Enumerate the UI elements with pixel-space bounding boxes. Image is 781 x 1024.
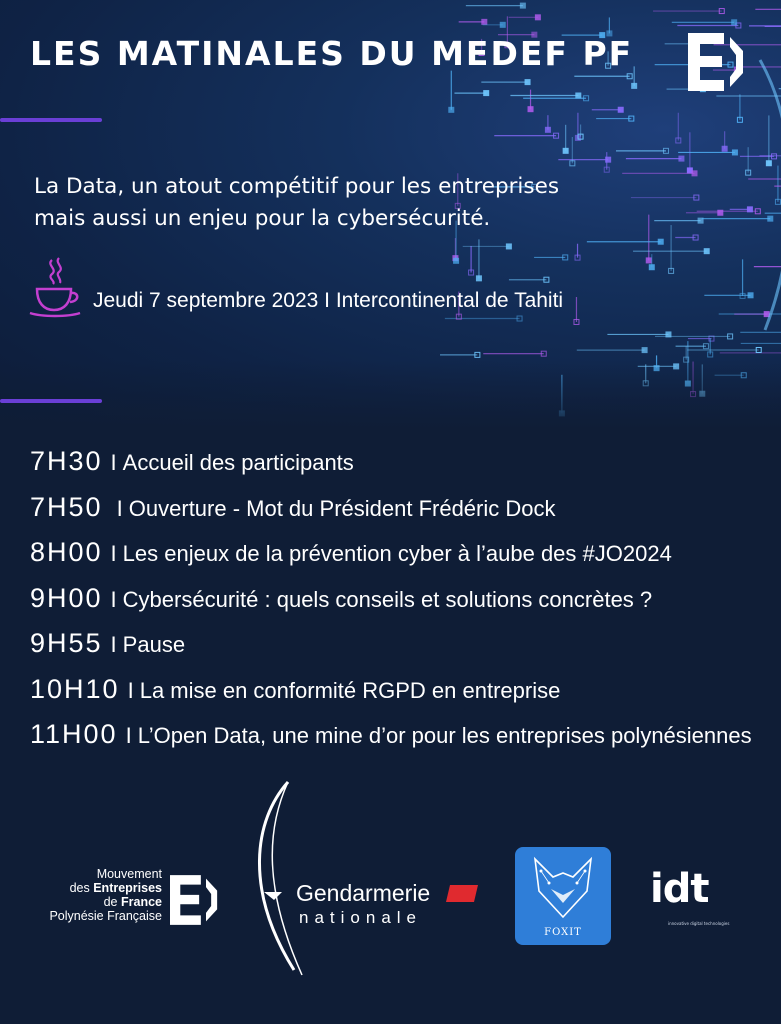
accent-line-bottom	[0, 399, 102, 403]
agenda-time: 7H30	[30, 446, 103, 476]
circuit-node	[618, 107, 623, 112]
circuit-node	[732, 150, 737, 155]
agenda-time: 9H55	[30, 628, 103, 658]
circuit-node	[563, 148, 568, 153]
circuit-node	[642, 348, 647, 353]
agenda-time: 8H00	[30, 537, 103, 567]
subtitle-line-2: mais aussi un enjeu pour la cybersécurité.	[34, 206, 491, 231]
circuit-node	[500, 22, 505, 27]
agenda-label: Les enjeux de la prévention cyber à l’aube des #JO2024	[122, 541, 672, 566]
agenda-time: 7H50	[30, 491, 103, 522]
circuit-node	[666, 332, 671, 337]
agenda-time: 11H00	[30, 719, 118, 749]
agenda-item	[30, 673, 770, 719]
agenda-separator: I	[110, 632, 117, 657]
agenda-separator: I	[110, 541, 117, 566]
agenda-label: Accueil des participants	[122, 450, 354, 475]
date-location-row	[28, 256, 728, 318]
agenda-label: La mise en conformité RGPD en entreprise	[139, 677, 561, 703]
hero-fade	[0, 360, 781, 430]
agenda-item	[30, 627, 770, 673]
circuit-node	[768, 216, 773, 221]
accent-line-top	[0, 118, 102, 122]
agenda-label: Cybersécurité : quels conseils et solutions concrètes ?	[122, 586, 653, 612]
agenda-item	[30, 491, 770, 537]
medef-wordmark: Mouvement des Entreprises de France Polynésie Française	[49, 867, 162, 923]
circuit-node	[449, 107, 454, 112]
circuit-node	[679, 156, 684, 161]
date-location: Jeudi 7 septembre 2023 I Intercontinental de Tahiti	[93, 289, 564, 312]
medef-e-logo-icon	[170, 871, 218, 929]
circuit-node	[528, 107, 533, 112]
agenda-time: 9H00	[30, 582, 103, 613]
agenda-time: 10H10	[30, 673, 120, 704]
agenda-label: Ouverture - Mot du Président Frédéric Dock	[128, 495, 556, 521]
agenda-item	[30, 445, 770, 491]
agenda-separator: I	[127, 677, 134, 703]
circuit-node	[535, 15, 540, 20]
idt-tagline: innovative digital technologies	[668, 921, 730, 926]
event-subtitle	[34, 171, 684, 235]
circuit-node	[525, 80, 530, 85]
foxit-label: FOXIT	[544, 927, 582, 938]
circuit-node	[704, 249, 709, 254]
page-title: LES MATINALES DU MEDEF PF	[30, 34, 634, 73]
circuit-node	[692, 171, 697, 176]
foxit-logo	[515, 847, 611, 945]
coffee-cup-icon	[28, 256, 84, 318]
fox-head-icon	[515, 847, 611, 927]
idt-wordmark: idt	[650, 866, 709, 912]
circuit-node	[732, 20, 737, 25]
medef-partner-logo	[30, 866, 220, 932]
idt-logo	[650, 868, 732, 930]
circuit-node	[764, 312, 769, 317]
gendarmerie-logo	[244, 780, 484, 980]
agenda-separator: I	[110, 495, 123, 521]
agenda-item	[30, 536, 770, 582]
gendarmerie-wordmark: Gendarmerie	[296, 880, 431, 906]
circuit-node	[766, 161, 771, 166]
circuit-node	[520, 3, 525, 8]
agenda-label: Pause	[122, 632, 186, 657]
agenda-separator: I	[110, 586, 117, 612]
circuit-node	[748, 293, 753, 298]
circuit-node	[484, 91, 489, 96]
agenda-item	[30, 582, 770, 628]
circuit-node	[632, 83, 637, 88]
agenda-list	[30, 445, 770, 764]
medef-e-logo-icon	[688, 33, 744, 91]
circuit-node	[718, 210, 723, 215]
gendarmerie-subtitle: nationale	[299, 908, 423, 927]
agenda-separator: I	[110, 450, 117, 475]
agenda-label: L’Open Data, une mine d’or pour les entreprises polynésiennes	[137, 723, 752, 748]
circuit-node	[545, 127, 550, 132]
circuit-node	[658, 239, 663, 244]
circuit-node	[482, 19, 487, 24]
circuit-node	[506, 244, 511, 249]
circuit-node	[576, 93, 581, 98]
agenda-item	[30, 718, 770, 764]
circuit-node	[722, 146, 727, 151]
subtitle-line-1: La Data, un atout compétitif pour les entreprises	[34, 174, 560, 199]
circuit-node	[747, 207, 752, 212]
agenda-separator: I	[125, 723, 132, 748]
